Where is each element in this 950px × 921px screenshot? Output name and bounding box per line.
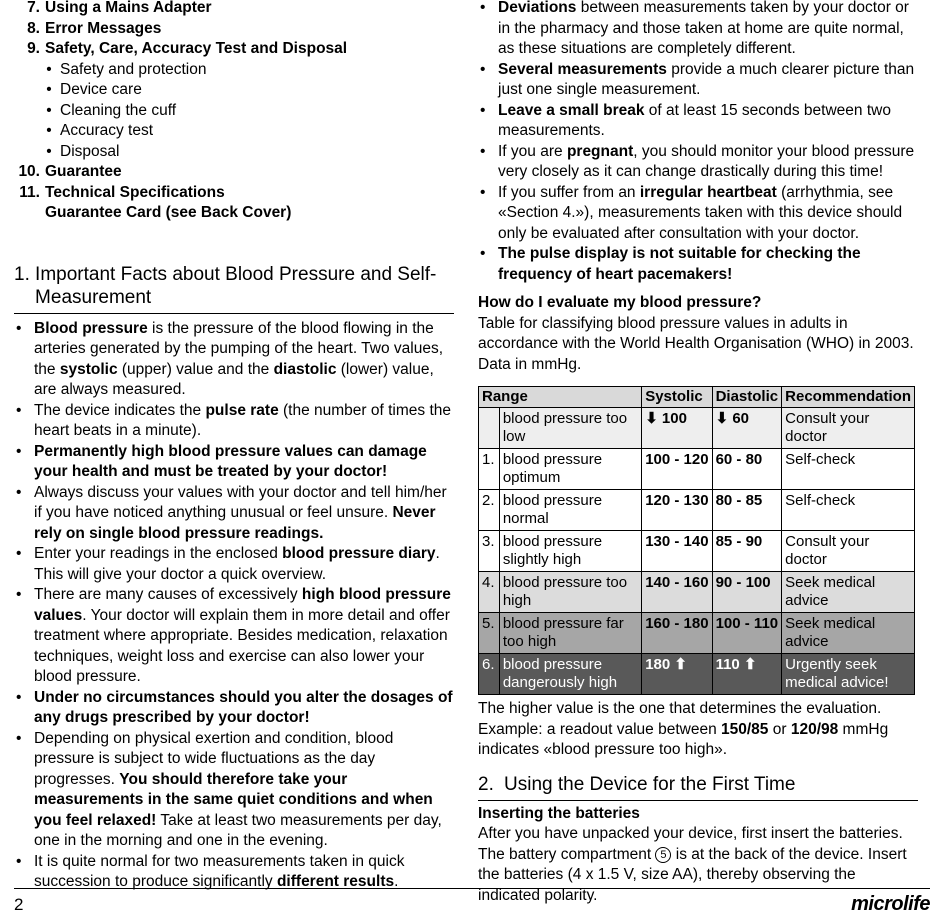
list-item: • Leave a small break of at least 15 seconds between two measurements. — [478, 101, 918, 142]
bp-classification-table — [478, 386, 915, 695]
list-item: • Always discuss your values with your doctor and tell him/her if you have noticed anything unusual or feel unsure. Never rely on single blood pressure readings. — [14, 483, 454, 545]
list-item: • Enter your readings in the enclosed blood pressure diary. This will give your doctor a quick overview. — [14, 544, 454, 585]
batteries-paragraph: After you have unpacked your device, first insert the batteries. The battery compartment 5 is at the back of the device. Insert the batteries (4 x 1.5 V, size AA), thereby observing the indicated polarity. — [478, 825, 907, 904]
left-column — [14, 0, 454, 893]
evaluation-note: The higher value is the one that determines the evaluation. Example: a readout value between 150/85 or 120/98 mmHg indicates «blood pressure too high». — [478, 700, 889, 758]
list-item: • Permanently high blood pressure values can damage your health and must be treated by your doctor! — [14, 442, 454, 483]
toc-continuation: Guarantee Card (see Back Cover) — [45, 204, 292, 221]
batteries-heading: Inserting the batteries — [478, 804, 640, 822]
page-number: 2 — [14, 895, 24, 914]
list-item: • If you suffer from an irregular heartbeat (arrhythmia, see «Section 4.»), measurements taken with this device should only be evaluated after consultation with your doctor. — [478, 183, 918, 245]
list-item: • Several measurements provide a much clearer picture than just one single measurement. — [478, 60, 918, 101]
table-row: 2. blood pressure normal 120 - 130 80 - 85 Self-check — [479, 490, 915, 531]
table-row: 4. blood pressure too high 140 - 160 90 - 100 Seek medical advice — [479, 572, 915, 613]
section-rule — [478, 800, 918, 801]
toc-item: 7. Using a Mains Adapter — [27, 0, 212, 16]
col-header-systolic: Systolic — [642, 387, 712, 408]
toc-item: 10. Guarantee — [18, 163, 122, 180]
page-footer — [14, 888, 930, 915]
toc-item: 9. Safety, Care, Accuracy Test and Disposal — [27, 40, 348, 57]
table-row: 3. blood pressure slightly high 130 - 140 85 - 90 Consult your doctor — [479, 531, 915, 572]
col-header-range: Range — [479, 387, 642, 408]
table-of-contents — [14, 0, 454, 224]
toc-subitem: • Device care — [46, 81, 142, 98]
table-row: 1. blood pressure optimum 100 - 120 60 - 80 Self-check — [479, 449, 915, 490]
callout-number-icon: 5 — [655, 847, 671, 863]
toc-item: 11. Technical Specifications — [19, 183, 225, 201]
toc-subitem: • Disposal — [46, 142, 120, 160]
list-item: • It is quite normal for two measurements taken in quick succession to produce significantly different results. — [14, 852, 454, 893]
list-item: • There are many causes of excessively high blood pressure values. Your doctor will explain them in more detail and offer treatment where appropriate. Besides medication, relaxation techniques, weight loss and exercise can also lower your blood pressure. — [14, 585, 454, 688]
right-column — [478, 0, 918, 906]
list-item: • Deviations between measurements taken by your doctor or in the pharmacy and those taken at home are quite normal, as these situations are completely different. — [478, 0, 918, 60]
toc-subitem: • Cleaning the cuff — [46, 101, 177, 119]
brand-logo: microlife — [851, 893, 930, 915]
section-1-title: 1. Important Facts about Blood Pressure and Self-Measurement — [14, 263, 437, 308]
col-header-diastolic: Diastolic — [712, 387, 782, 408]
list-item: • The device indicates the pulse rate (the number of times the heart beats in a minute). — [14, 401, 454, 442]
measurement-tips-list — [478, 0, 918, 285]
evaluate-heading: How do I evaluate my blood pressure? — [478, 294, 762, 311]
list-item: • Under no circumstances should you alter the dosages of any drugs prescribed by your doctor! — [14, 688, 454, 729]
col-header-recommendation: Recommendation — [782, 387, 915, 408]
list-item: • Blood pressure is the pressure of the blood flowing in the arteries generated by the pumping of the heart. Two values, the systolic (upper) value and the diastolic (lower) value, are always measured. — [14, 319, 454, 401]
table-row: 5. blood pressure far too high 160 - 180 100 - 110 Seek medical advice — [479, 613, 915, 654]
section-2-title: 2. Using the Device for the First Time — [478, 773, 796, 795]
evaluate-intro: Table for classifying blood pressure values in adults in accordance with the World Health Organisation (WHO) in 2003. Data in mmHg. — [478, 314, 914, 373]
table-row: 6. blood pressure dangerously high 180 ⬆ 110 ⬆ Urgently seek medical advice! — [479, 654, 915, 695]
list-item: • The pulse display is not suitable for checking the frequency of heart pacemakers! — [478, 244, 918, 285]
toc-item: 8. Error Messages — [27, 19, 162, 37]
table-row: blood pressure too low ⬇ 100 ⬇ 60 Consult your doctor — [479, 408, 915, 449]
facts-list — [14, 319, 454, 893]
table-header-row — [479, 387, 915, 408]
list-item: • Depending on physical exertion and condition, blood pressure is subject to wide fluctuations as the day progresses. You should therefore take your measurements in the same quiet conditions and when you feel relaxed! Take at least two measurements per day, one in the morning and one in the evening. — [14, 729, 454, 852]
section-rule — [14, 313, 454, 314]
toc-subitem: • Accuracy test — [46, 122, 154, 139]
list-item: • If you are pregnant, you should monitor your blood pressure very closely as it can change drastically during this time! — [478, 142, 918, 183]
toc-subitem: • Safety and protection — [46, 60, 207, 78]
